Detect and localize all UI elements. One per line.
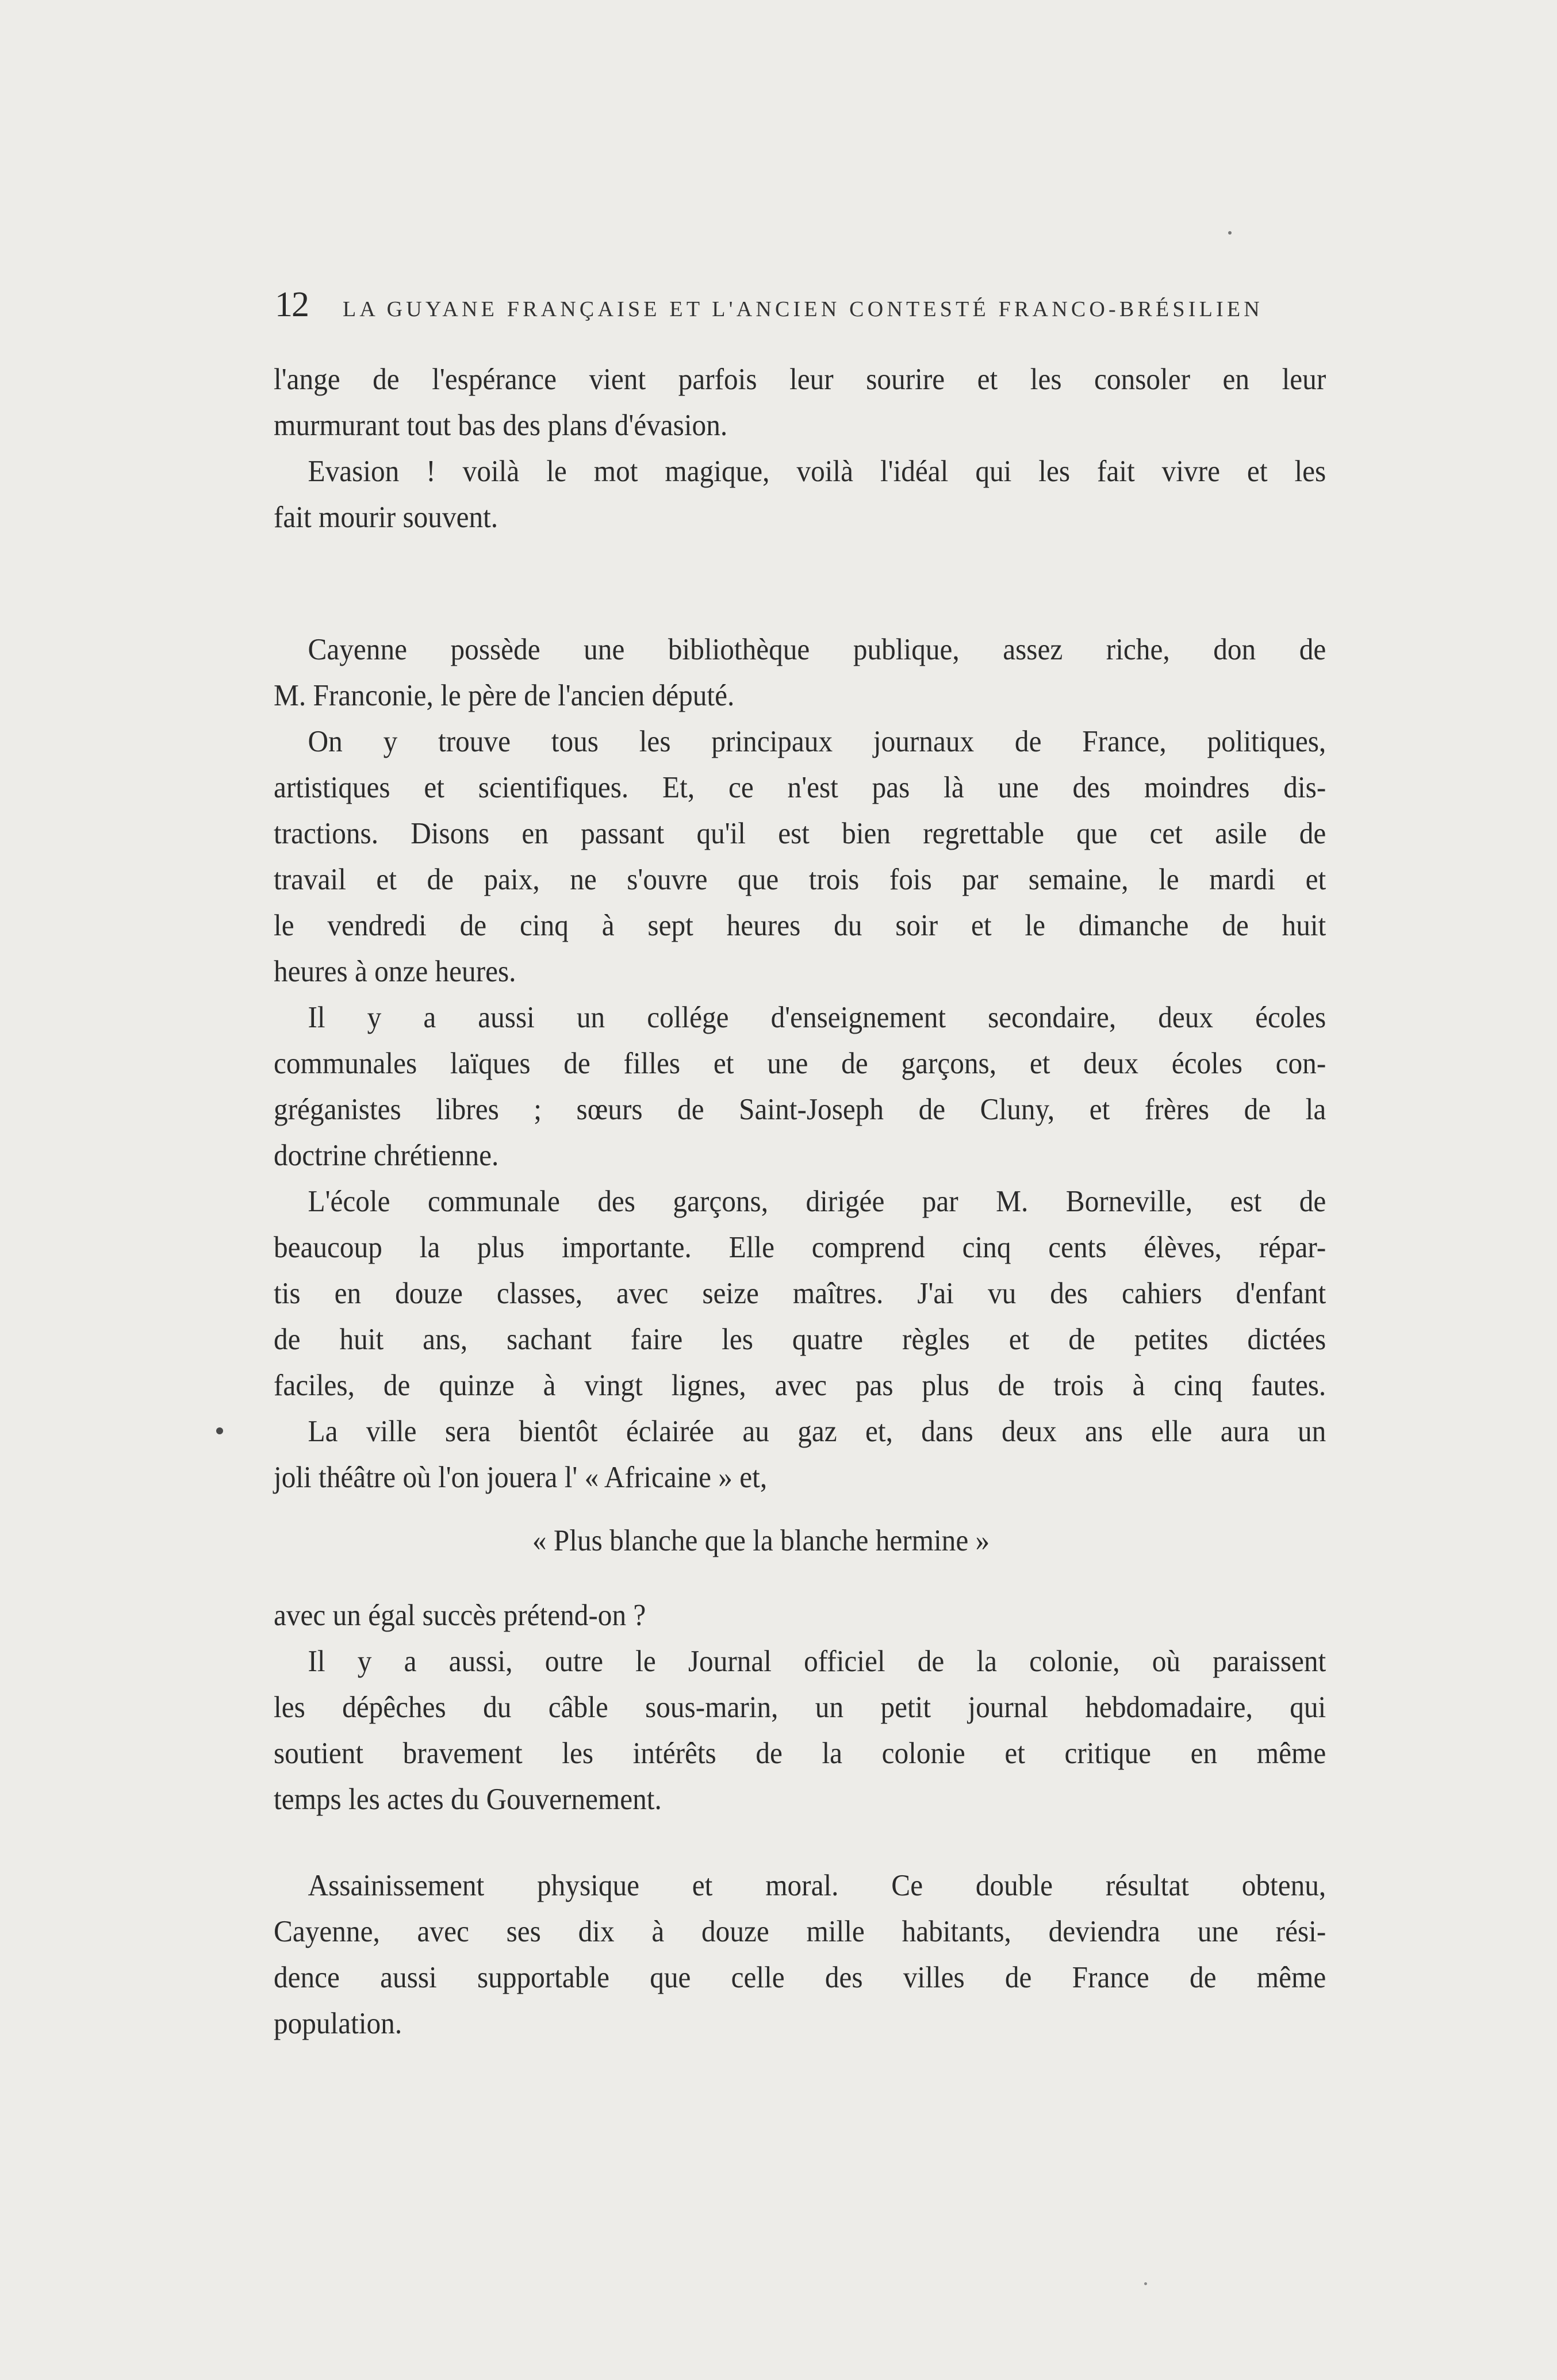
- paragraph: [274, 1408, 1326, 1500]
- running-title: LA GUYANE FRANÇAISE ET L'ANCIEN CONTESTÉ FRANCO-BRÉSILIEN: [343, 297, 1263, 321]
- text-line: L'école communale des garçons, dirigée par M. Borneville, est de: [308, 1185, 1326, 1218]
- text-line: les dépêches du câble sous-marin, un petit journal hebdomadaire, qui: [274, 1691, 1326, 1724]
- text-line: Evasion ! voilà le mot magique, voilà l'idéal qui les fait vivre et les: [308, 455, 1326, 488]
- text-line: de huit ans, sachant faire les quatre règles et de petites dictées: [274, 1323, 1326, 1356]
- text-line: beaucoup la plus importante. Elle comprend cinq cents élèves, répar-: [274, 1231, 1326, 1264]
- text-line: communales laïques de filles et une de garçons, et deux écoles con-: [274, 1047, 1326, 1080]
- text-line: travail et de paix, ne s'ouvre que trois fois par semaine, le mardi et: [274, 863, 1326, 896]
- text-line: Il y a aussi un collége d'enseignement secondaire, deux écoles: [308, 1001, 1326, 1034]
- text-line: tractions. Disons en passant qu'il est bien regrettable que cet asile de: [274, 817, 1326, 850]
- text-line: Il y a aussi, outre le Journal officiel de la colonie, où paraissent: [308, 1645, 1326, 1678]
- running-head: [275, 285, 1327, 325]
- text-line: murmurant tout bas des plans d'évasion.: [274, 409, 728, 442]
- paragraph: [274, 1638, 1326, 1822]
- text-line: joli théâtre où l'on jouera l' « Africaine » et,: [274, 1461, 768, 1494]
- text-line: dence aussi supportable que celle des villes de France de même: [274, 1961, 1326, 1994]
- page-number: 12: [275, 285, 308, 324]
- text-line: temps les actes du Gouvernement.: [274, 1783, 662, 1816]
- text-line: La ville sera bientôt éclairée au gaz et, dans deux ans elle aura un: [308, 1415, 1326, 1448]
- text-line: doctrine chrétienne.: [274, 1139, 499, 1172]
- text-line: heures à onze heures.: [274, 955, 516, 988]
- text-line: M. Franconie, le père de l'ancien député.: [274, 679, 735, 712]
- paragraph: [274, 995, 1326, 1179]
- text-line: gréganistes libres ; sœurs de Saint-Joseph de Cluny, et frères de la: [274, 1093, 1326, 1126]
- ink-speck: [216, 1427, 223, 1434]
- text-line: fait mourir souvent.: [274, 501, 498, 534]
- paragraph: [274, 627, 1326, 719]
- paragraph: [274, 356, 1326, 448]
- verse-line: « Plus blanche que la blanche hermine »: [532, 1524, 990, 1557]
- paragraph: [274, 1179, 1326, 1408]
- text-line: artistiques et scientifiques. Et, ce n'est pas là une des moindres dis-: [274, 771, 1326, 804]
- paragraph: [274, 1863, 1326, 2047]
- paragraph: [274, 448, 1326, 540]
- ink-speck: [1228, 231, 1232, 235]
- text-line: On y trouve tous les principaux journaux de France, politiques,: [308, 725, 1326, 758]
- paragraph: [274, 1592, 1252, 1638]
- text-line: Cayenne, avec ses dix à douze mille habitants, deviendra une rési-: [274, 1915, 1326, 1948]
- text-line: faciles, de quinze à vingt lignes, avec pas plus de trois à cinq fautes.: [274, 1369, 1326, 1402]
- text-line: le vendredi de cinq à sept heures du soir et le dimanche de huit: [274, 909, 1326, 942]
- ink-speck: [1144, 2282, 1147, 2285]
- text-line: avec un égal succès prétend-on ?: [274, 1599, 646, 1632]
- text-line: l'ange de l'espérance vient parfois leur sourire et les consoler en leur: [274, 363, 1326, 396]
- text-line: population.: [274, 2007, 402, 2040]
- text-line: Assainissement physique et moral. Ce double résultat obtenu,: [308, 1869, 1326, 1902]
- paragraph: [274, 719, 1326, 995]
- text-line: soutient bravement les intérêts de la colonie et critique en même: [274, 1737, 1326, 1770]
- text-line: Cayenne possède une bibliothèque publique, assez riche, don de: [308, 633, 1326, 666]
- verse-quotation: [0, 1518, 1557, 1564]
- text-line: tis en douze classes, avec seize maîtres. J'ai vu des cahiers d'enfant: [274, 1277, 1326, 1310]
